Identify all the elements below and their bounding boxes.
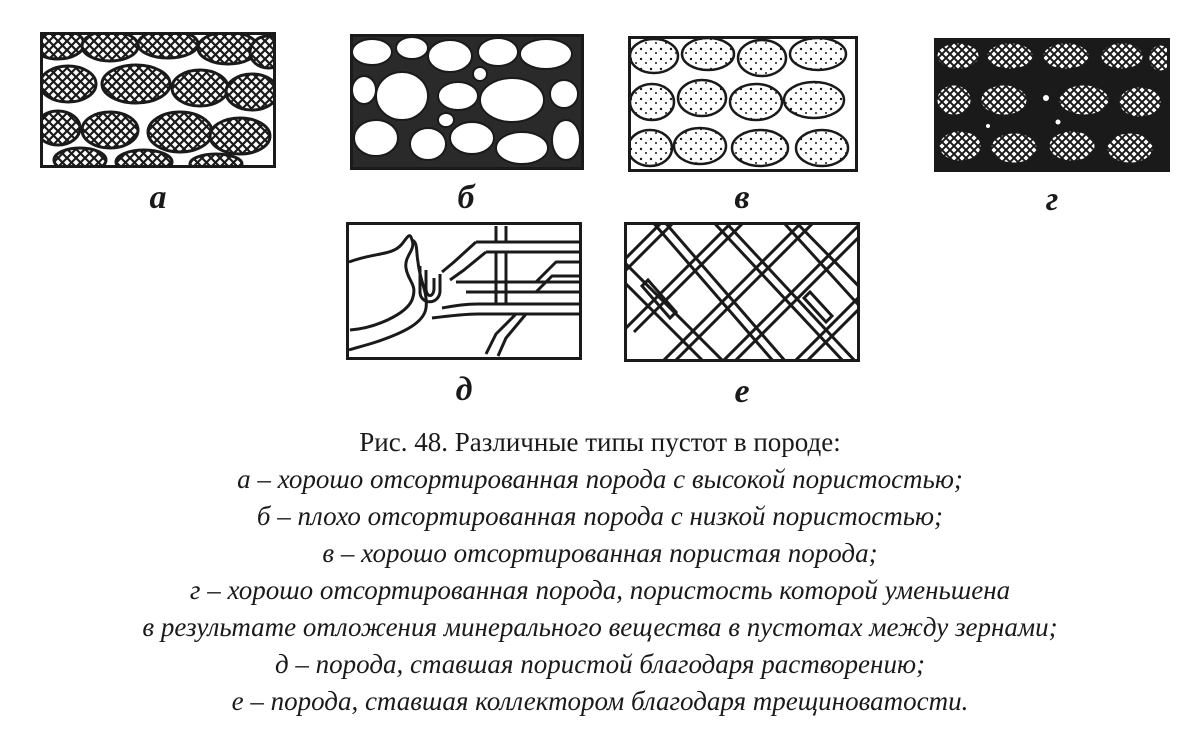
caption-line-d: д – порода, ставшая пористой благодаря растворению; <box>275 649 925 679</box>
caption-line-v: в – хорошо отсортированная пористая порода; <box>322 538 878 568</box>
panel-b-figure <box>350 34 584 170</box>
caption-line-g-cont: в результате отложения минерального вещества в пустотах между зернами; <box>142 612 1058 642</box>
panel-d-figure <box>346 222 582 360</box>
panel-b-label: б <box>457 179 475 216</box>
caption-line-b: б – плохо отсортированная порода с низкой пористостью; <box>256 501 944 531</box>
panel-e-label: е <box>734 373 750 410</box>
panel-a-label: а <box>149 179 167 216</box>
panel-g-label: г <box>1045 181 1059 218</box>
panel-v-figure <box>628 36 858 172</box>
panel-v-label: в <box>734 179 750 216</box>
panel-g-figure <box>934 38 1170 172</box>
panel-a-figure <box>40 32 276 168</box>
caption-title: Рис. 48. Различные типы пустот в породе: <box>359 427 841 457</box>
panel-e-figure <box>624 222 860 362</box>
figure-caption <box>0 424 1200 720</box>
caption-line-g: г – хорошо отсортированная порода, пористость которой уменьшена <box>189 575 1011 605</box>
caption-line-a: а – хорошо отсортированная порода с высокой пористостью; <box>237 464 963 494</box>
panel-d-label: д <box>455 371 473 408</box>
caption-line-e: е – порода, ставшая коллектором благодаря трещиноватости. <box>231 686 969 716</box>
